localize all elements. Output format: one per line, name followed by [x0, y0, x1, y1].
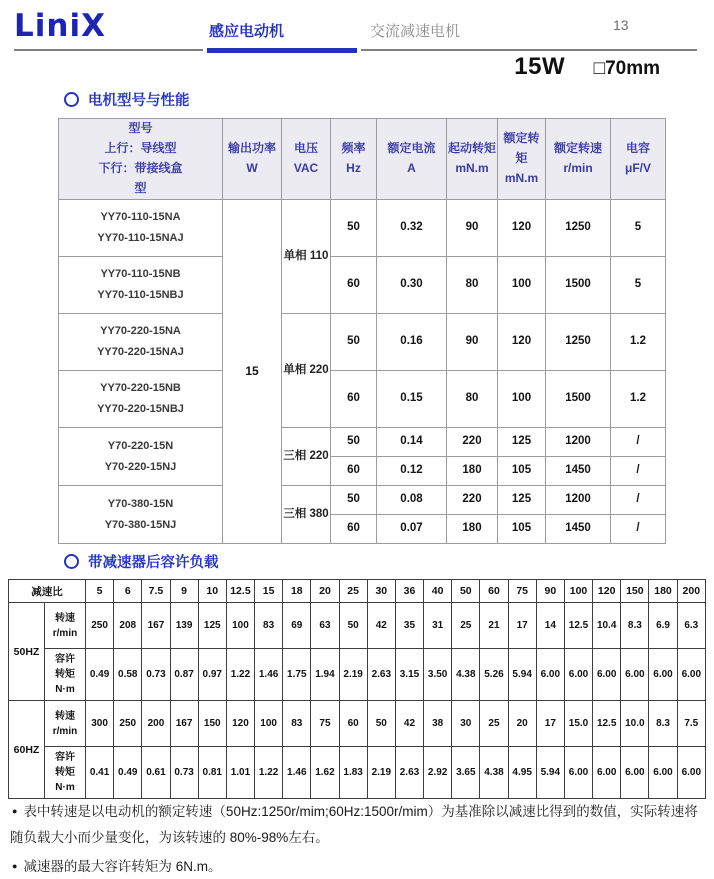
- tab-induction-motor[interactable]: [209, 20, 284, 41]
- value-cell: 0.16: [377, 314, 447, 371]
- table-header-row: [59, 119, 666, 200]
- value-cell: 0.14: [377, 428, 447, 457]
- value-cell: 100: [226, 603, 254, 649]
- value-cell: 1200: [546, 486, 611, 515]
- value-cell: /: [611, 428, 666, 457]
- ratio-header: 150: [621, 580, 649, 603]
- value-cell: 50: [331, 486, 377, 515]
- model-cell: Y70-220-15N Y70-220-15NJ: [59, 428, 223, 486]
- value-cell: 6.00: [593, 649, 621, 701]
- value-cell: 120: [226, 701, 254, 747]
- ratio-header: 40: [424, 580, 452, 603]
- value-cell: 0.97: [198, 649, 226, 701]
- ratio-header: 180: [649, 580, 677, 603]
- value-cell: 0.49: [86, 649, 114, 701]
- value-cell: 2.63: [395, 747, 423, 799]
- model-cell: YY70-220-15NB YY70-220-15NBJ: [59, 371, 223, 428]
- value-cell: 10.4: [593, 603, 621, 649]
- value-cell: 5: [611, 257, 666, 314]
- value-cell: 5.94: [508, 649, 536, 701]
- value-cell: 60: [331, 257, 377, 314]
- value-cell: 2.92: [424, 747, 452, 799]
- model-cell: YY70-110-15NB YY70-110-15NBJ: [59, 257, 223, 314]
- value-cell: 1.83: [339, 747, 367, 799]
- ratio-header: 120: [593, 580, 621, 603]
- value-cell: 6.00: [677, 649, 705, 701]
- column-header: 电压 VAC: [282, 119, 331, 200]
- value-cell: 0.73: [170, 747, 198, 799]
- gear-load-table: [8, 579, 706, 799]
- value-cell: 21: [480, 603, 508, 649]
- column-header: 起动转矩 mN.m: [447, 119, 498, 200]
- value-cell: 220: [447, 486, 498, 515]
- value-cell: 42: [367, 603, 395, 649]
- value-cell: 15.0: [564, 701, 592, 747]
- value-cell: 125: [498, 486, 546, 515]
- column-header: 型号 上行：导线型 下行：带接线盒 型: [59, 119, 223, 200]
- note-speed-basis: [10, 799, 706, 852]
- column-header: 输出功率 W: [223, 119, 282, 200]
- value-cell: 1450: [546, 515, 611, 544]
- tab-ac-gear-motor[interactable]: [370, 20, 460, 41]
- column-header: 额定电流 A: [377, 119, 447, 200]
- footnotes: [10, 799, 706, 879]
- value-cell: 12.5: [564, 603, 592, 649]
- table-row: [9, 701, 706, 747]
- value-cell: 100: [498, 257, 546, 314]
- value-cell: 139: [170, 603, 198, 649]
- section-gear-load: [64, 551, 219, 572]
- value-cell: 1.22: [255, 747, 283, 799]
- value-cell: 80: [447, 257, 498, 314]
- value-cell: 5.26: [480, 649, 508, 701]
- value-cell: 200: [142, 701, 170, 747]
- value-cell: 3.50: [424, 649, 452, 701]
- value-cell: 42: [395, 701, 423, 747]
- value-cell: 0.58: [114, 649, 142, 701]
- ratio-header: 12.5: [226, 580, 254, 603]
- value-cell: 4.38: [480, 747, 508, 799]
- value-cell: 50: [331, 200, 377, 257]
- value-cell: 60: [331, 371, 377, 428]
- tab-induction-motor-label: 感应电动机: [209, 23, 285, 40]
- ratio-header: 75: [508, 580, 536, 603]
- ratio-header: 7.5: [142, 580, 170, 603]
- value-cell: 6.00: [536, 649, 564, 701]
- value-cell: 4.95: [508, 747, 536, 799]
- note-text: 表中转速是以电动机的额定转速（50Hz:1250r/mim;60Hz:1500r/mim）为基准除以减速比得到的数值，实际转速将随负载大小而少量变化，为该转速的 80%-98%左右。: [10, 804, 698, 846]
- value-cell: 0.81: [198, 747, 226, 799]
- voltage-cell: 三相 380: [282, 486, 331, 544]
- value-cell: 105: [498, 457, 546, 486]
- table-row: [59, 257, 666, 314]
- value-cell: 63: [311, 603, 339, 649]
- value-cell: 50: [339, 603, 367, 649]
- ratio-header: 9: [170, 580, 198, 603]
- value-cell: 1.46: [283, 747, 311, 799]
- frequency-label: 60HZ: [9, 701, 45, 799]
- value-cell: 20: [508, 701, 536, 747]
- ratio-header: 6: [114, 580, 142, 603]
- row-label: 转速 r/min: [45, 603, 86, 649]
- value-cell: 50: [331, 314, 377, 371]
- bullet-icon: ●: [12, 806, 18, 816]
- value-cell: 17: [508, 603, 536, 649]
- value-cell: 6.00: [677, 747, 705, 799]
- value-cell: 0.08: [377, 486, 447, 515]
- value-cell: 125: [198, 603, 226, 649]
- value-cell: 38: [424, 701, 452, 747]
- value-cell: 2.19: [339, 649, 367, 701]
- value-cell: 6.00: [593, 747, 621, 799]
- value-cell: 105: [498, 515, 546, 544]
- ratio-header: 100: [564, 580, 592, 603]
- value-cell: 208: [114, 603, 142, 649]
- value-cell: 90: [447, 314, 498, 371]
- value-cell: 1.62: [311, 747, 339, 799]
- value-cell: 6.3: [677, 603, 705, 649]
- value-cell: 30: [452, 701, 480, 747]
- model-cell: YY70-110-15NA YY70-110-15NAJ: [59, 200, 223, 257]
- value-cell: 25: [452, 603, 480, 649]
- note-max-torque: [10, 854, 706, 879]
- value-cell: 3.15: [395, 649, 423, 701]
- value-cell: 0.49: [114, 747, 142, 799]
- value-cell: 1.46: [255, 649, 283, 701]
- value-cell: 5: [611, 200, 666, 257]
- table-header-row: [9, 580, 706, 603]
- page-number: 13: [613, 17, 629, 33]
- row-label: 转速 r/min: [45, 701, 86, 747]
- voltage-cell: 三相 220: [282, 428, 331, 486]
- value-cell: 10.0: [621, 701, 649, 747]
- ratio-corner-header: 减速比: [9, 580, 86, 603]
- tab-ac-gear-motor-label: 交流减速电机: [370, 23, 461, 40]
- section-title-gear-load: 带减速器后容许负载: [88, 555, 219, 571]
- value-cell: 120: [498, 200, 546, 257]
- value-cell: 0.41: [86, 747, 114, 799]
- value-cell: 125: [498, 428, 546, 457]
- value-cell: 1250: [546, 200, 611, 257]
- product-title: [0, 53, 660, 81]
- row-label: 容许 转矩 N·m: [45, 649, 86, 701]
- value-cell: 220: [447, 428, 498, 457]
- value-cell: 3.65: [452, 747, 480, 799]
- value-cell: 6.9: [649, 603, 677, 649]
- value-cell: 167: [142, 603, 170, 649]
- ratio-header: 20: [311, 580, 339, 603]
- section-marker-icon: [64, 92, 79, 107]
- value-cell: 6.00: [564, 649, 592, 701]
- section-title-motor-performance: 电机型号与性能: [88, 93, 190, 109]
- ratio-header: 5: [86, 580, 114, 603]
- value-cell: 5.94: [536, 747, 564, 799]
- value-cell: 1.2: [611, 314, 666, 371]
- model-cell: Y70-380-15N Y70-380-15NJ: [59, 486, 223, 544]
- value-cell: 100: [255, 701, 283, 747]
- column-header: 额定转速 r/min: [546, 119, 611, 200]
- value-cell: 1.94: [311, 649, 339, 701]
- value-cell: 2.19: [367, 747, 395, 799]
- value-cell: 8.3: [621, 603, 649, 649]
- value-cell: 1.2: [611, 371, 666, 428]
- value-cell: 1450: [546, 457, 611, 486]
- frequency-label: 50HZ: [9, 603, 45, 701]
- value-cell: 120: [498, 314, 546, 371]
- value-cell: 1500: [546, 257, 611, 314]
- ratio-header: 36: [395, 580, 423, 603]
- value-cell: 0.15: [377, 371, 447, 428]
- value-cell: /: [611, 486, 666, 515]
- header-divider-right: [361, 49, 697, 51]
- value-cell: 300: [86, 701, 114, 747]
- value-cell: 150: [198, 701, 226, 747]
- value-cell: /: [611, 515, 666, 544]
- model-cell: YY70-220-15NA YY70-220-15NAJ: [59, 314, 223, 371]
- table-row: [59, 371, 666, 428]
- ratio-header: 50: [452, 580, 480, 603]
- value-cell: 14: [536, 603, 564, 649]
- value-cell: 0.87: [170, 649, 198, 701]
- value-cell: 0.32: [377, 200, 447, 257]
- value-cell: 6.00: [649, 649, 677, 701]
- value-cell: 1.22: [226, 649, 254, 701]
- value-cell: 83: [283, 701, 311, 747]
- ratio-header: 60: [480, 580, 508, 603]
- value-cell: 6.00: [649, 747, 677, 799]
- column-header: 频率 Hz: [331, 119, 377, 200]
- value-cell: 1250: [546, 314, 611, 371]
- value-cell: 60: [331, 515, 377, 544]
- linix-logo: LiniX: [14, 8, 106, 44]
- value-cell: 2.63: [367, 649, 395, 701]
- product-frame-size: □70mm: [593, 58, 660, 79]
- value-cell: 100: [498, 371, 546, 428]
- column-header: 电容 μF/V: [611, 119, 666, 200]
- table-row: [9, 649, 706, 701]
- section-marker-icon: [64, 554, 79, 569]
- motor-performance-table: [58, 118, 666, 544]
- value-cell: 7.5: [677, 701, 705, 747]
- value-cell: 75: [311, 701, 339, 747]
- ratio-header: 30: [367, 580, 395, 603]
- value-cell: 250: [86, 603, 114, 649]
- voltage-cell: 单相 220: [282, 314, 331, 428]
- value-cell: 90: [447, 200, 498, 257]
- value-cell: 0.30: [377, 257, 447, 314]
- value-cell: 1200: [546, 428, 611, 457]
- value-cell: 6.00: [621, 747, 649, 799]
- value-cell: 167: [170, 701, 198, 747]
- value-cell: 0.73: [142, 649, 170, 701]
- table-row: [59, 200, 666, 257]
- table-row: [59, 314, 666, 371]
- bullet-icon: ●: [12, 860, 18, 871]
- value-cell: 50: [331, 428, 377, 457]
- value-cell: 12.5: [593, 701, 621, 747]
- value-cell: /: [611, 457, 666, 486]
- product-power: 15W: [514, 53, 566, 80]
- ratio-header: 90: [536, 580, 564, 603]
- table-row: [9, 747, 706, 799]
- output-power-cell: 15: [223, 200, 282, 544]
- value-cell: 1.01: [226, 747, 254, 799]
- voltage-cell: 单相 110: [282, 200, 331, 314]
- ratio-header: 18: [283, 580, 311, 603]
- table-row: [59, 486, 666, 515]
- note-text: 减速器的最大容许转矩为 6N.m。: [23, 858, 222, 874]
- value-cell: 8.3: [649, 701, 677, 747]
- section-motor-performance: [64, 89, 190, 110]
- ratio-header: 15: [255, 580, 283, 603]
- value-cell: 6.00: [621, 649, 649, 701]
- value-cell: 83: [255, 603, 283, 649]
- value-cell: 50: [367, 701, 395, 747]
- ratio-header: 25: [339, 580, 367, 603]
- value-cell: 17: [536, 701, 564, 747]
- value-cell: 6.00: [564, 747, 592, 799]
- value-cell: 31: [424, 603, 452, 649]
- column-header: 额定转矩 mN.m: [498, 119, 546, 200]
- value-cell: 0.12: [377, 457, 447, 486]
- value-cell: 0.07: [377, 515, 447, 544]
- value-cell: 80: [447, 371, 498, 428]
- ratio-header: 10: [198, 580, 226, 603]
- ratio-header: 200: [677, 580, 705, 603]
- value-cell: 250: [114, 701, 142, 747]
- header-divider-left: [14, 49, 203, 51]
- value-cell: 69: [283, 603, 311, 649]
- value-cell: 1.75: [283, 649, 311, 701]
- value-cell: 1500: [546, 371, 611, 428]
- value-cell: 180: [447, 515, 498, 544]
- value-cell: 180: [447, 457, 498, 486]
- value-cell: 60: [339, 701, 367, 747]
- value-cell: 35: [395, 603, 423, 649]
- value-cell: 0.61: [142, 747, 170, 799]
- value-cell: 25: [480, 701, 508, 747]
- value-cell: 60: [331, 457, 377, 486]
- table-row: [9, 603, 706, 649]
- table-row: [59, 428, 666, 457]
- value-cell: 4.38: [452, 649, 480, 701]
- row-label: 容许 转矩 N·m: [45, 747, 86, 799]
